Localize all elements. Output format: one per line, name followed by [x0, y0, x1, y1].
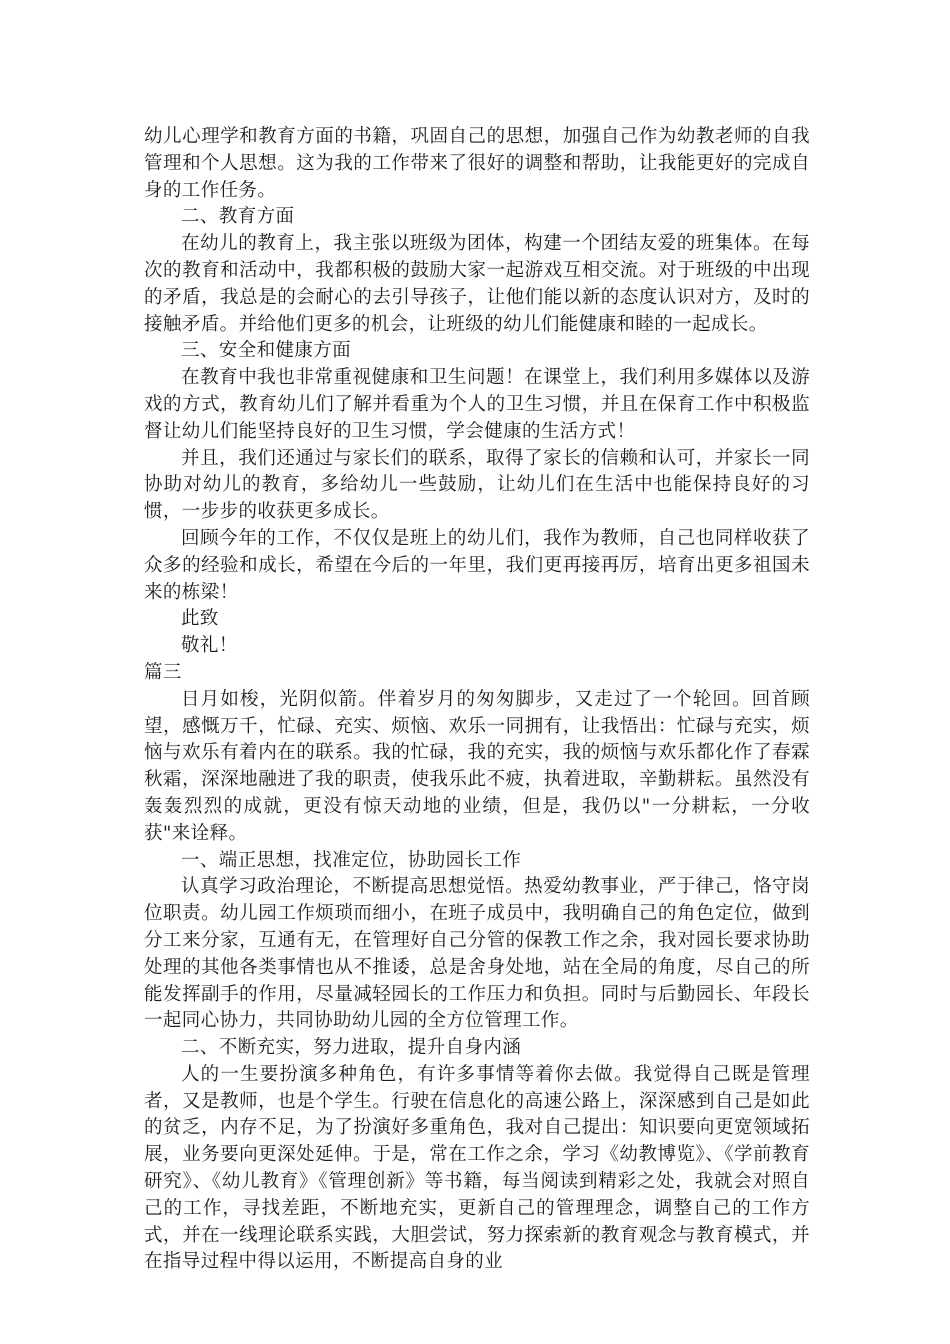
paragraph: 幼儿心理学和教育方面的书籍，巩固自己的思想，加强自己作为幼教老师的自我管理和个人思想。这为我的工作带来了很好的调整和帮助，让我能更好的完成自身的工作任务。	[144, 126, 810, 201]
paragraph: 日月如梭，光阴似箭。伴着岁月的匆匆脚步，又走过了一个轮回。回首顾望，感慨万千，忙碌、充实、烦恼、欢乐一同拥有，让我悟出：忙碌与充实，烦恼与欢乐有着内在的联系。我的忙碌，我的充实，我的烦恼与欢乐都化作了春霖秋霜，深深地融进了我的职责，使我乐此不疲，执着进取，辛勤耕耘。虽然没有轰轰烈烈的成就，更没有惊天动地的业绩，但是，我仍以"一分耕耘，一分收获"来诠释。	[144, 688, 810, 844]
paragraph: 在教育中我也非常重视健康和卫生问题！在课堂上，我们利用多媒体以及游戏的方式，教育幼儿们了解并看重为个人的卫生习惯，并且在保育工作中积极监督让幼儿们能坚持良好的卫生习惯，学会健康的生活方式！	[144, 367, 810, 442]
section-heading: 三、安全和健康方面	[181, 340, 352, 362]
closing-salutation: 此致	[181, 608, 219, 630]
closing-regards: 敬礼！	[181, 635, 238, 657]
chapter-title: 篇三	[144, 661, 182, 683]
paragraph: 认真学习政治理论，不断提高思想觉悟。热爱幼教事业，严于律己，恪守岗位职责。幼儿园工作烦琐而细小，在班子成员中，我明确自己的角色定位，做到分工来分家，互通有无，在管理好自己分管的保教工作之余，我对园长要求协助处理的其他各类事情也从不推诿，总是舍身处地，站在全局的角度，尽自己的所能发挥副手的作用，尽量减轻园长的工作压力和负担。同时与后勤园长、年段长一起同心协力，共同协助幼儿园的全方位管理工作。	[144, 876, 810, 1032]
paragraph: 回顾今年的工作，不仅仅是班上的幼儿们，我作为教师，自己也同样收获了众多的经验和成长，希望在今后的一年里，我们更再接再厉，培育出更多祖国未来的栋梁！	[144, 527, 810, 603]
paragraph: 并且，我们还通过与家长们的联系，取得了家长的信赖和认可，并家长一同协助对幼儿的教育，多给幼儿一些鼓励，让幼儿们在生活中也能保持良好的习惯，一步步的收获更多成长。	[144, 447, 810, 523]
document-page	[144, 124, 810, 1276]
section-heading: 一、端正思想，找准定位，协助园长工作	[181, 849, 522, 871]
paragraph: 人的一生要扮演多种角色，有许多事情等着你去做。我觉得自己既是管理者，又是教师，也是个学生。行驶在信息化的高速公路上，深深感到自己是如此的贫乏，内存不足，为了扮演好多重角色，我对自己提出：知识要向更宽领域拓展，业务要向更深处延伸。于是，常在工作之余，学习《幼教博览》、《学前教育研究》、《幼儿教育》《管理创新》等书籍，每当阅读到精彩之处，我就会对照自己的工作，寻找差距，不断地充实，更新自己的管理理念，调整自己的工作方式，并在一线理论联系实践，大胆尝试，努力探索新的教育观念与教育模式，并在指导过程中得以运用，不断提高自身的业	[144, 1063, 810, 1273]
section-heading: 二、教育方面	[181, 206, 295, 228]
section-heading: 二、不断充实，努力进取，提升自身内涵	[181, 1037, 522, 1059]
paragraph: 在幼儿的教育上，我主张以班级为团体，构建一个团结友爱的班集体。在每次的教育和活动中，我都积极的鼓励大家一起游戏互相交流。对于班级的中出现的矛盾，我总是的会耐心的去引导孩子，让他们能以新的态度认识对方，及时的接触矛盾。并给他们更多的机会，让班级的幼儿们能健康和睦的一起成长。	[144, 233, 810, 335]
